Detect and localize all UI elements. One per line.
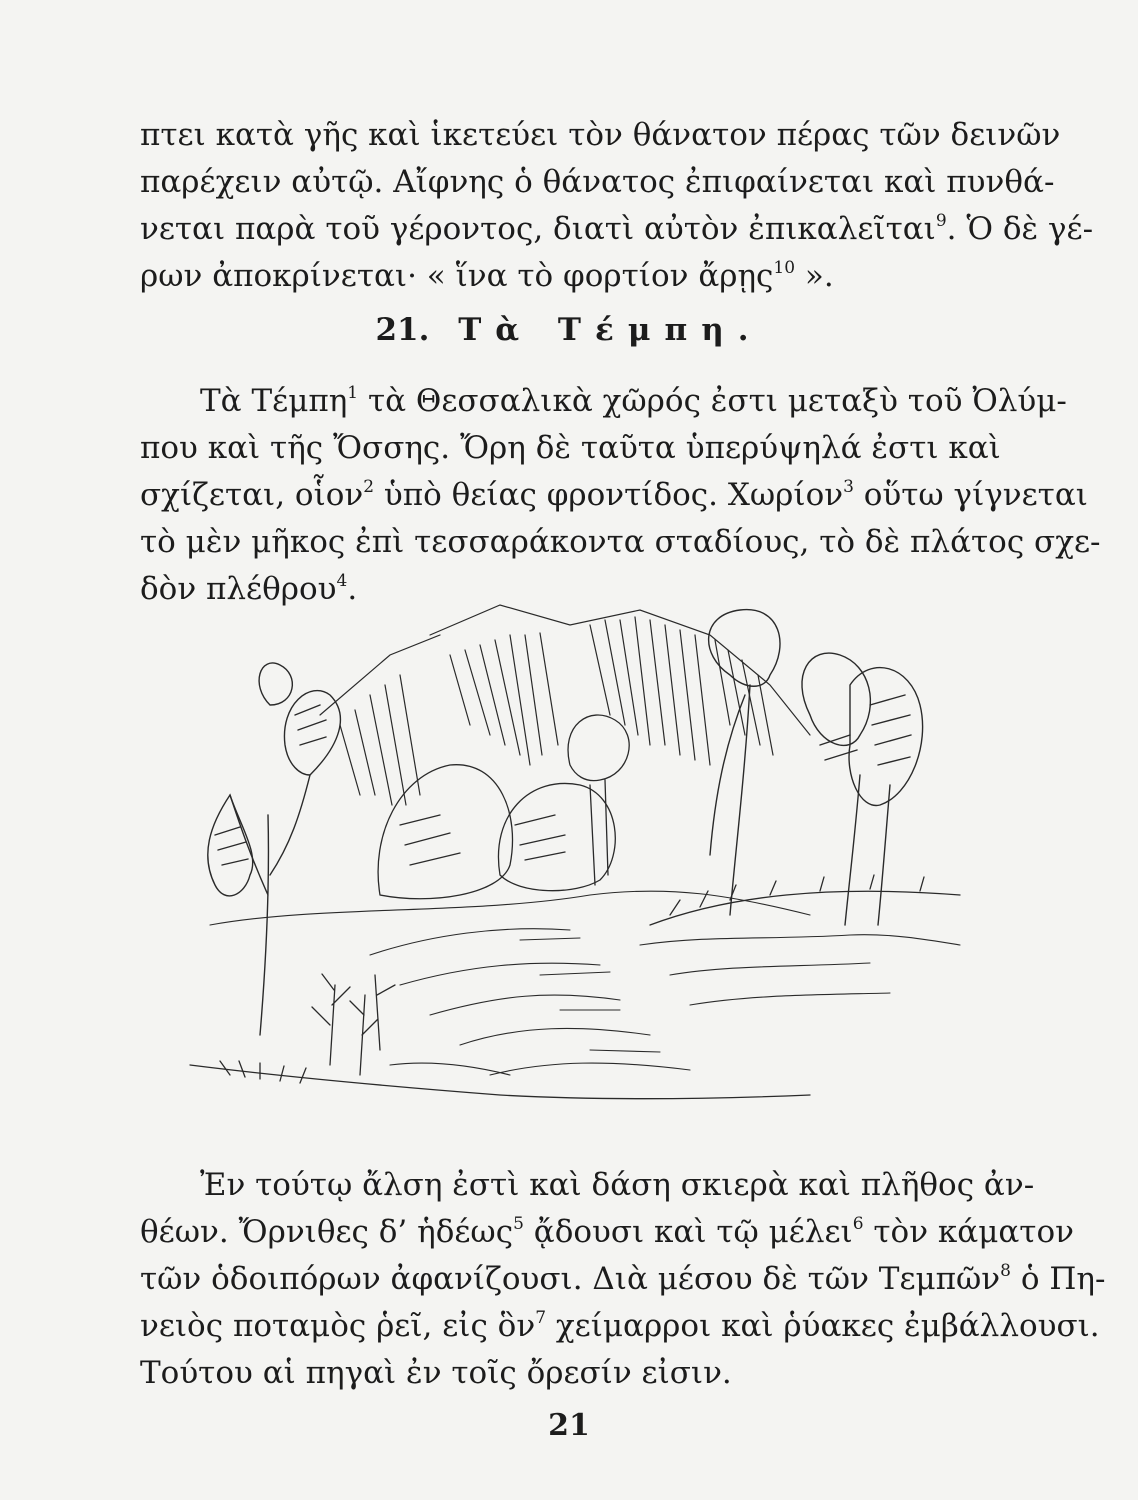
middle-grove: [378, 715, 629, 899]
footnote-marker: 1: [347, 383, 359, 403]
footnote-marker: 3: [843, 477, 854, 497]
text-line: τὸ μὲν μῆκος ἐπὶ τεσσαράκοντα σταδίους, τὸ δὲ πλάτος σχε-: [140, 524, 1101, 560]
footnote-marker: 4: [336, 571, 348, 591]
paragraph-tempe-intro: [140, 378, 1101, 613]
paragraph-continuation: [140, 112, 1094, 300]
section-title: Τὰ Τέμπη.: [458, 312, 763, 348]
text-line: Τούτου αἱ πηγαὶ ἐν τοῖς ὄρεσίν εἰσιν.: [140, 1355, 732, 1391]
section-heading: [0, 312, 1138, 348]
footnote-marker: 9: [935, 211, 947, 231]
text-line: θέων. Ὄρνιθες δ’ ἡδέως$^5$ ᾄδουσι καὶ τῷ μέλει$^6$ τὸν κάματον: [140, 1214, 1074, 1250]
text-line: νεται παρὰ τοῦ γέροντος, διατὶ αὐτὸν ἐπικαλεῖται$^9$. Ὁ δὲ γέ-: [140, 211, 1094, 247]
footnote-marker: 8: [1000, 1261, 1011, 1281]
text-line: Τὰ Τέμπη$^1$ τὰ Θεσσαλικὰ χῶρός ἐστι μεταξὺ τοῦ Ὀλύμ-: [200, 383, 1067, 419]
section-number: 21.: [375, 312, 430, 348]
paragraph-tempe-groves: [140, 1162, 1106, 1397]
text-line: σχίζεται, οἷον$^2$ ὑπὸ θείας φροντίδος. Χωρίον$^3$ οὕτω γίγνεται: [140, 477, 1088, 513]
text-line: που καὶ τῆς Ὄσσης. Ὄρη δὲ ταῦτα ὑπερύψηλά ἐστι καὶ: [140, 430, 1001, 466]
footnote-marker: 7: [535, 1308, 547, 1328]
text-line: παρέχειν αὐτῷ. Αἴφνης ὁ θάνατος ἐπιφαίνεται καὶ πυνθά-: [140, 164, 1055, 200]
text-line: δὸν πλέθρου$^4$.: [140, 571, 358, 607]
right-trees: [709, 610, 923, 925]
mountain-cliffs: [320, 605, 810, 805]
text-line: νειὸς ποταμὸς ῥεῖ, εἰς ὃν$^7$ χείμαρροι καὶ ῥύακες ἐμβάλλουσι.: [140, 1308, 1100, 1344]
footnote-marker: 2: [363, 477, 375, 497]
footnote-marker: 10: [773, 258, 796, 278]
river: [210, 891, 960, 1075]
text-line: ρων ἀποκρίνεται· « ἵνα τὸ φορτίον ἄρῃς$^{10}$ ».: [140, 258, 834, 294]
footnote-marker: 5: [513, 1214, 524, 1234]
landscape-river-trees-illustration: [170, 595, 970, 1135]
text-line: τῶν ὁδοιπόρων ἀφανίζουσι. Διὰ μέσου δὲ τῶν Τεμπῶν$^8$ ὁ Πη-: [140, 1261, 1106, 1297]
page-number: 21: [548, 1408, 590, 1443]
left-bank-reeds: [190, 974, 810, 1099]
left-tree: [208, 663, 341, 1035]
text-line: πτει κατὰ γῆς καὶ ἱκετεύει τὸν θάνατον πέρας τῶν δεινῶν: [140, 117, 1061, 153]
footnote-marker: 6: [852, 1214, 864, 1234]
right-bank: [650, 875, 960, 925]
text-line: Ἐν τούτῳ ἄλση ἐστὶ καὶ δάση σκιερὰ καὶ πλῆθος ἀν-: [200, 1167, 1035, 1203]
